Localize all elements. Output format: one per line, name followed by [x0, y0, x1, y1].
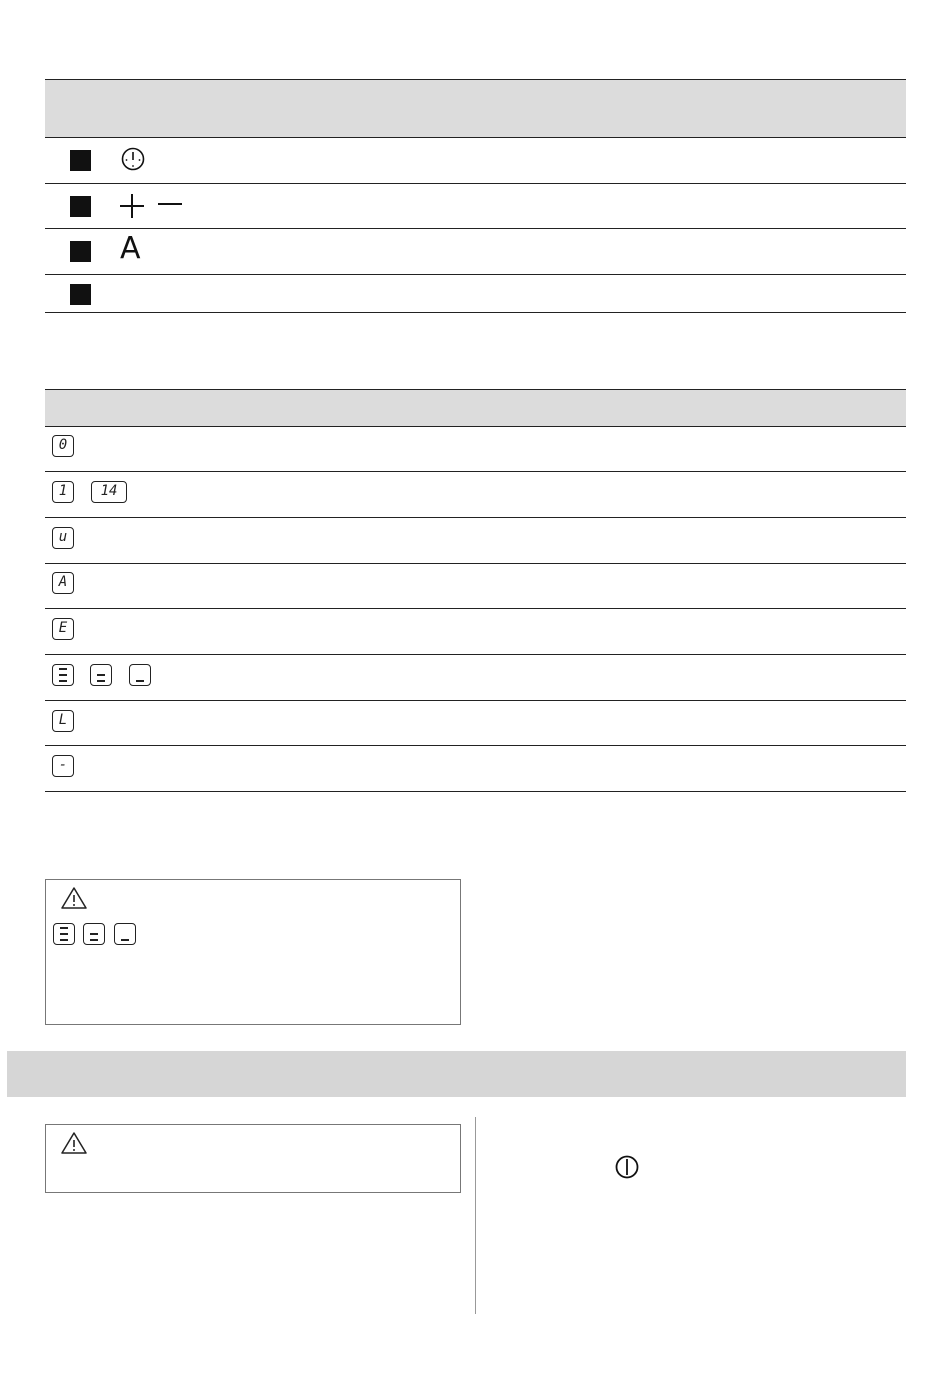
residual-heat-medium-icon	[83, 923, 105, 945]
table-1-header	[45, 80, 906, 137]
residual-heat-medium-icon	[90, 664, 112, 686]
display-symbol: A	[52, 572, 74, 594]
divider	[45, 517, 906, 518]
section-heading-bar	[7, 1051, 906, 1097]
divider	[45, 700, 906, 701]
warning-icon	[60, 886, 88, 910]
black-square-marker	[70, 284, 91, 305]
warning-box-2	[45, 1124, 461, 1193]
display-symbol: -	[52, 755, 74, 777]
residual-heat-high-icon	[52, 664, 74, 686]
divider	[45, 228, 906, 229]
power-icon	[120, 146, 146, 172]
warning-icon	[60, 1131, 88, 1155]
display-symbol: E	[52, 618, 74, 640]
minus-icon	[157, 193, 183, 219]
table-2-header	[45, 390, 906, 426]
divider	[45, 426, 906, 427]
divider	[45, 791, 906, 792]
black-square-marker	[70, 241, 91, 262]
divider	[45, 563, 906, 564]
divider	[45, 389, 906, 390]
display-symbol: 0	[52, 435, 74, 457]
divider	[45, 471, 906, 472]
divider	[45, 183, 906, 184]
residual-heat-high-icon	[53, 923, 75, 945]
display-symbol: L	[52, 710, 74, 732]
power-icon	[614, 1154, 640, 1180]
column-divider	[475, 1117, 476, 1314]
divider	[45, 79, 906, 80]
divider	[45, 745, 906, 746]
black-square-marker	[70, 196, 91, 217]
plus-icon	[119, 193, 145, 219]
residual-heat-low-icon	[129, 664, 151, 686]
residual-heat-low-icon	[114, 923, 136, 945]
letter-a-symbol: A	[120, 231, 141, 266]
divider	[45, 137, 906, 138]
warning-box-1	[45, 879, 461, 1025]
divider	[45, 274, 906, 275]
display-symbol: 1	[52, 481, 74, 503]
divider	[45, 608, 906, 609]
display-symbol: 14	[91, 481, 127, 503]
divider	[45, 312, 906, 313]
black-square-marker	[70, 150, 91, 171]
display-symbol: u	[52, 527, 74, 549]
divider	[45, 654, 906, 655]
